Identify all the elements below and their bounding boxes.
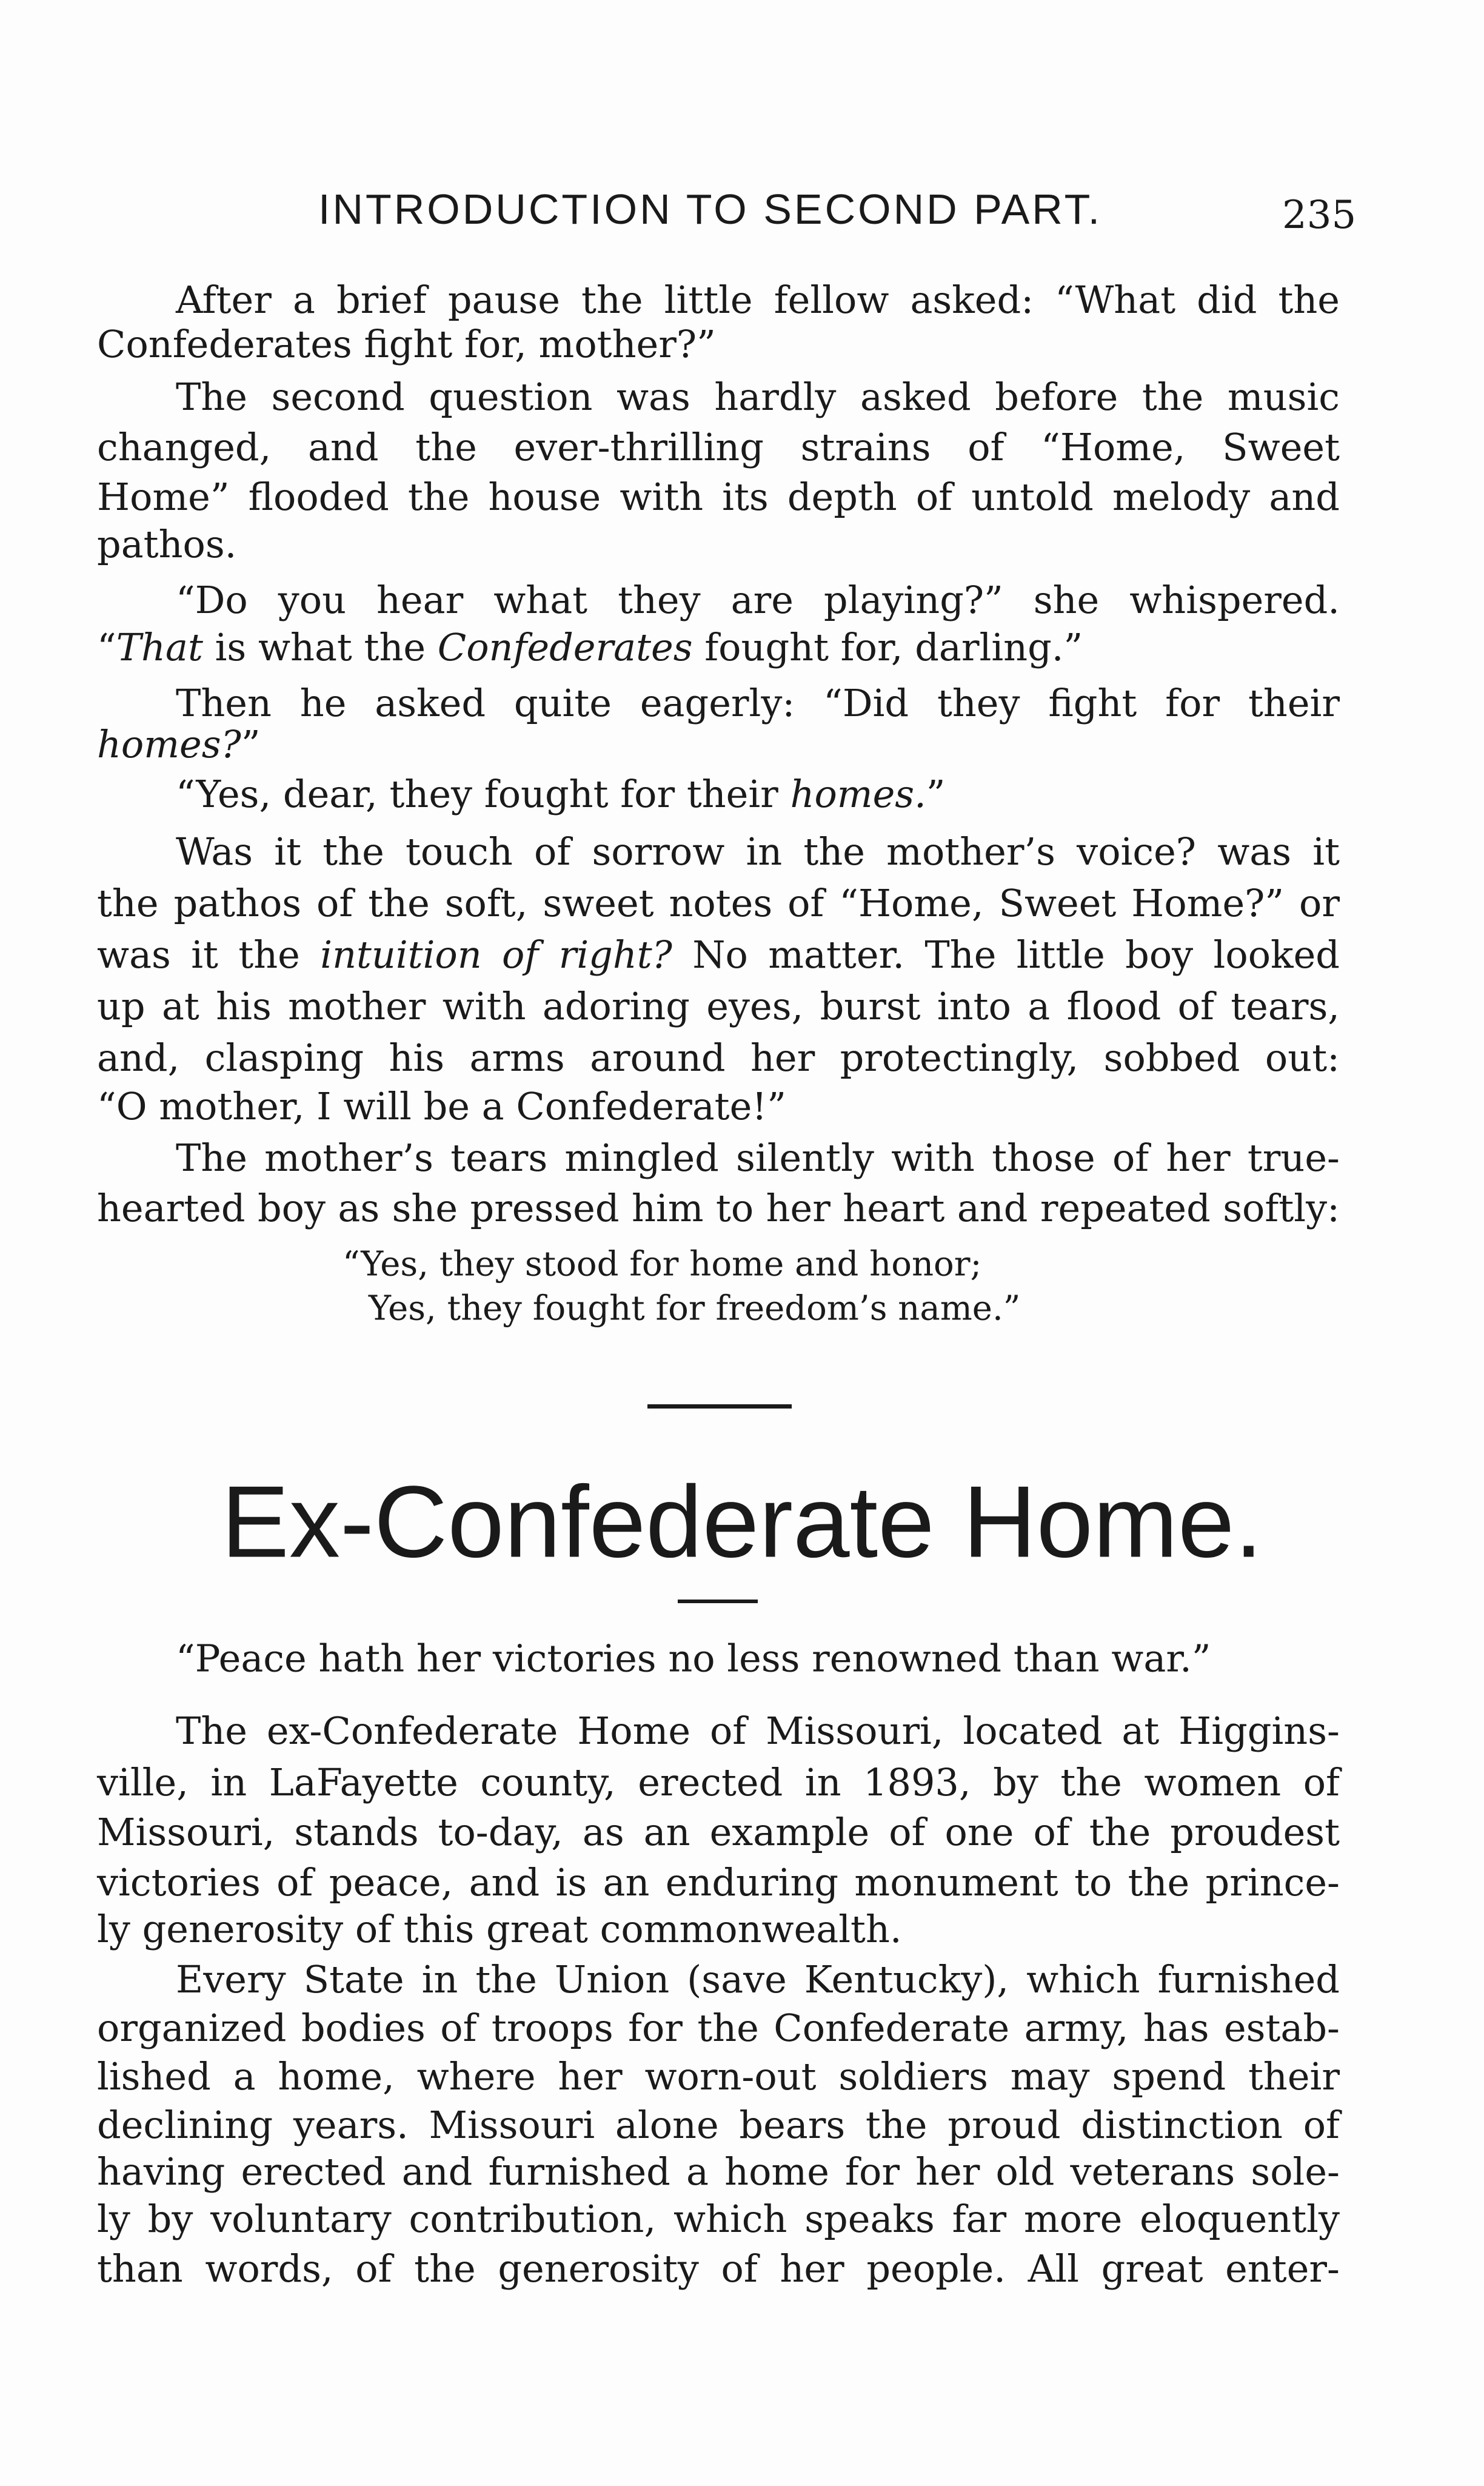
text-line: hearted boy as she pressed him to her heart and repeated softly: <box>97 1186 1340 1230</box>
text-line: The second question was hardly asked before the music <box>176 375 1340 419</box>
italic-run: Confederates <box>437 625 693 669</box>
text-line: victories of peace, and is an enduring monument to the prince- <box>97 1860 1340 1905</box>
text-line: pathos. <box>97 522 237 566</box>
text-line: organized bodies of troops for the Confederate army, has estab- <box>97 2006 1340 2050</box>
text-line-italic-mix <box>176 770 1340 819</box>
text-line: ly generosity of this great commonwealth. <box>97 1907 902 1951</box>
text-line: ly by voluntary contribution, which speaks far more eloquently <box>97 2197 1340 2241</box>
verse-line: “Yes, they stood for home and honor; <box>343 1244 982 1284</box>
text-run: “Yes, dear, they fought for their <box>176 772 790 816</box>
text-run: ” <box>926 772 946 816</box>
text-line: “O mother, I will be a Confederate!” <box>97 1084 786 1128</box>
epigraph: “Peace hath her victories no less renowned than war.” <box>176 1636 1211 1681</box>
text-line: up at his mother with adoring eyes, burst into a flood of tears, <box>97 984 1340 1028</box>
text-run: is what the <box>202 625 438 669</box>
text-line: declining years. Missouri alone bears the proud distinction of <box>97 2103 1340 2147</box>
text-line: lished a home, where her worn-out soldiers may spend their <box>97 2054 1340 2099</box>
text-run: fought for, darling.” <box>692 625 1083 669</box>
text-run: “ <box>97 625 116 669</box>
text-line: The mother’s tears mingled silently with those of her true- <box>176 1136 1340 1180</box>
text-line: After a brief pause the little fellow asked: “What did the <box>176 278 1340 322</box>
title-underline <box>678 1600 758 1603</box>
text-run: ” <box>241 722 261 766</box>
text-run: was it the <box>97 933 321 977</box>
section-title: Ex-Confederate Home. <box>221 1464 1263 1579</box>
running-header: INTRODUCTION TO SECOND PART. <box>318 186 1103 233</box>
text-line-italic-mix <box>97 720 1340 769</box>
text-line: changed, and the ever-thrilling strains of “Home, Sweet <box>97 425 1340 469</box>
text-line: “Do you hear what they are playing?” she whispered. <box>176 578 1340 622</box>
text-line: the pathos of the soft, sweet notes of “Home, Sweet Home?” or <box>97 881 1340 925</box>
italic-run: homes? <box>97 722 241 766</box>
text-line: Missouri, stands to-day, as an example of one of the proudest <box>97 1810 1340 1854</box>
section-divider <box>647 1404 792 1409</box>
italic-run: intuition of right? <box>320 933 672 977</box>
italic-run: That <box>116 625 203 669</box>
page-number: 235 <box>1282 193 1357 238</box>
text-run: No matter. The little boy looked <box>672 933 1340 977</box>
text-line: and, clasping his arms around her protectingly, sobbed out: <box>97 1036 1340 1080</box>
text-line: ville, in LaFayette county, erected in 1893, by the women of <box>97 1760 1340 1804</box>
text-line: The ex-Confederate Home of Missouri, located at Higgins- <box>176 1709 1340 1753</box>
text-line: Home” flooded the house with its depth of untold melody and <box>97 475 1340 519</box>
text-line: Then he asked quite eagerly: “Did they fight for their <box>176 681 1340 725</box>
text-line-italic-mix <box>97 931 1340 979</box>
italic-run: homes. <box>790 772 926 816</box>
text-line-italic-mix <box>97 623 1340 672</box>
text-line: Every State in the Union (save Kentucky), which furnished <box>176 1957 1340 2002</box>
verse-line: Yes, they fought for freedom’s name.” <box>369 1288 1021 1328</box>
text-line: than words, of the generosity of her people. All great enter- <box>97 2246 1340 2291</box>
text-line: Confederates fight for, mother?” <box>97 322 716 366</box>
text-line: having erected and furnished a home for her old veterans sole- <box>97 2149 1340 2194</box>
text-line: Was it the touch of sorrow in the mother’s voice? was it <box>176 829 1340 874</box>
